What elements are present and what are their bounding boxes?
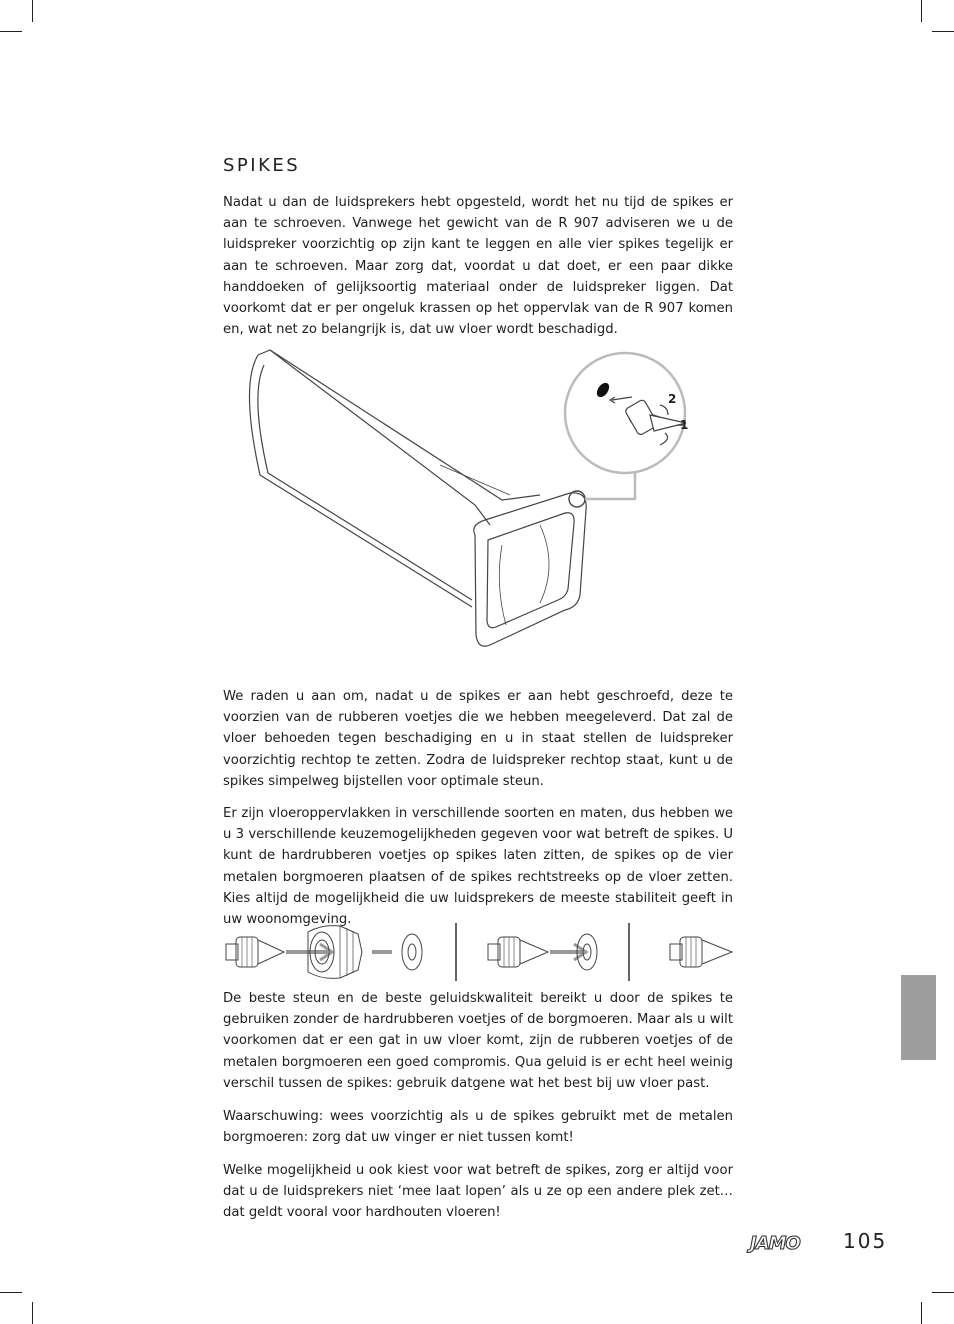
jamo-logo-text: JAMO bbox=[750, 1233, 800, 1254]
crop-mark bbox=[32, 0, 33, 22]
warning-paragraph: Waarschuwing: wees voorzichtig als u de spikes gebruikt met de metalen borgmoeren: zorg dat uw vinger er niet tussen komt! bbox=[223, 1109, 733, 1146]
callout-label-2: 2 bbox=[668, 392, 677, 406]
crop-mark bbox=[932, 31, 954, 32]
jamo-logo bbox=[748, 1232, 828, 1254]
crop-mark bbox=[0, 1292, 22, 1293]
rubber-feet-paragraph: We raden u aan om, nadat u de spikes er aan hebt geschroefd, deze te voorzien van de rubberen voetjes die we hebben meegeleverd. Dat zal de vloer behoeden tegen beschadiging en u in staat stellen de luidspreker voorzichtig rechtop te zetten. Zodra de luidspreker rechtop staat, kunt u de spikes simpelweg bijstellen voor optimale steun. bbox=[223, 689, 733, 789]
page-number: 105 bbox=[843, 1229, 888, 1253]
spike-options-illustration bbox=[222, 920, 737, 984]
chapter-tab bbox=[901, 975, 936, 1060]
intro-paragraph: Nadat u dan de luidsprekers hebt opgesteld, wordt het nu tijd de spikes er aan te schroeven. Vanwege het gewicht van de R 907 adviseren we u de luidspreker voorzichtig op zijn kant te leggen en alle vier spikes tegelijk er aan te schroeven. Maar zorg dat, voordat u dat doet, er een paar dikke handdoeken of gelijksoortig materiaal onder de luidspreker liggen. Dat voorkomt dat er per ongeluk krassen op het oppervlak van de R 907 komen en, wat net zo belangrijk is, dat uw vloer wordt beschadigd. bbox=[223, 195, 733, 338]
best-support-paragraph: De beste steun en de beste geluidskwaliteit bereikt u door de spikes te gebruiken zonder de hardrubberen voetjes of de borgmoeren. Maar als u wilt voorkomen dat er een gat in uw vloer komt, zijn de rubberen voetjes of de metalen borgmoeren een goed compromis. Qua geluid is er echt heel weinig verschil tussen de spikes: gebruik datgene wat het best bij uw vloer past. bbox=[223, 991, 733, 1091]
section-title: SPIKES bbox=[223, 155, 301, 176]
crop-mark bbox=[921, 1302, 922, 1324]
speaker-spike-illustration bbox=[240, 345, 689, 655]
crop-mark bbox=[921, 0, 922, 22]
crop-mark bbox=[0, 31, 22, 32]
crop-mark bbox=[932, 1292, 954, 1293]
options-paragraph: Er zijn vloeroppervlakken in verschillende soorten en maten, dus hebben we u 3 verschillende keuzemogelijkheden gegeven voor wat betreft de spikes. U kunt de hardrubberen voetjes op spikes laten zitten, de spikes op de vier metalen borgmoeren plaatsen of de spikes rechtstreeks op de vloer zetten. Kies altijd de mogelijkheid die uw luidsprekers de meeste stabiliteit geeft in uw woonomgeving. bbox=[223, 806, 733, 928]
closing-paragraph: Welke mogelijkheid u ook kiest voor wat betreft de spikes, zorg er altijd voor dat u de luidsprekers niet ‘mee laat lopen’ als u ze op een andere plek zet… dat geldt vooral voor hardhouten vloeren! bbox=[223, 1163, 733, 1221]
crop-mark bbox=[32, 1302, 33, 1324]
callout-label-1: 1 bbox=[680, 418, 689, 432]
